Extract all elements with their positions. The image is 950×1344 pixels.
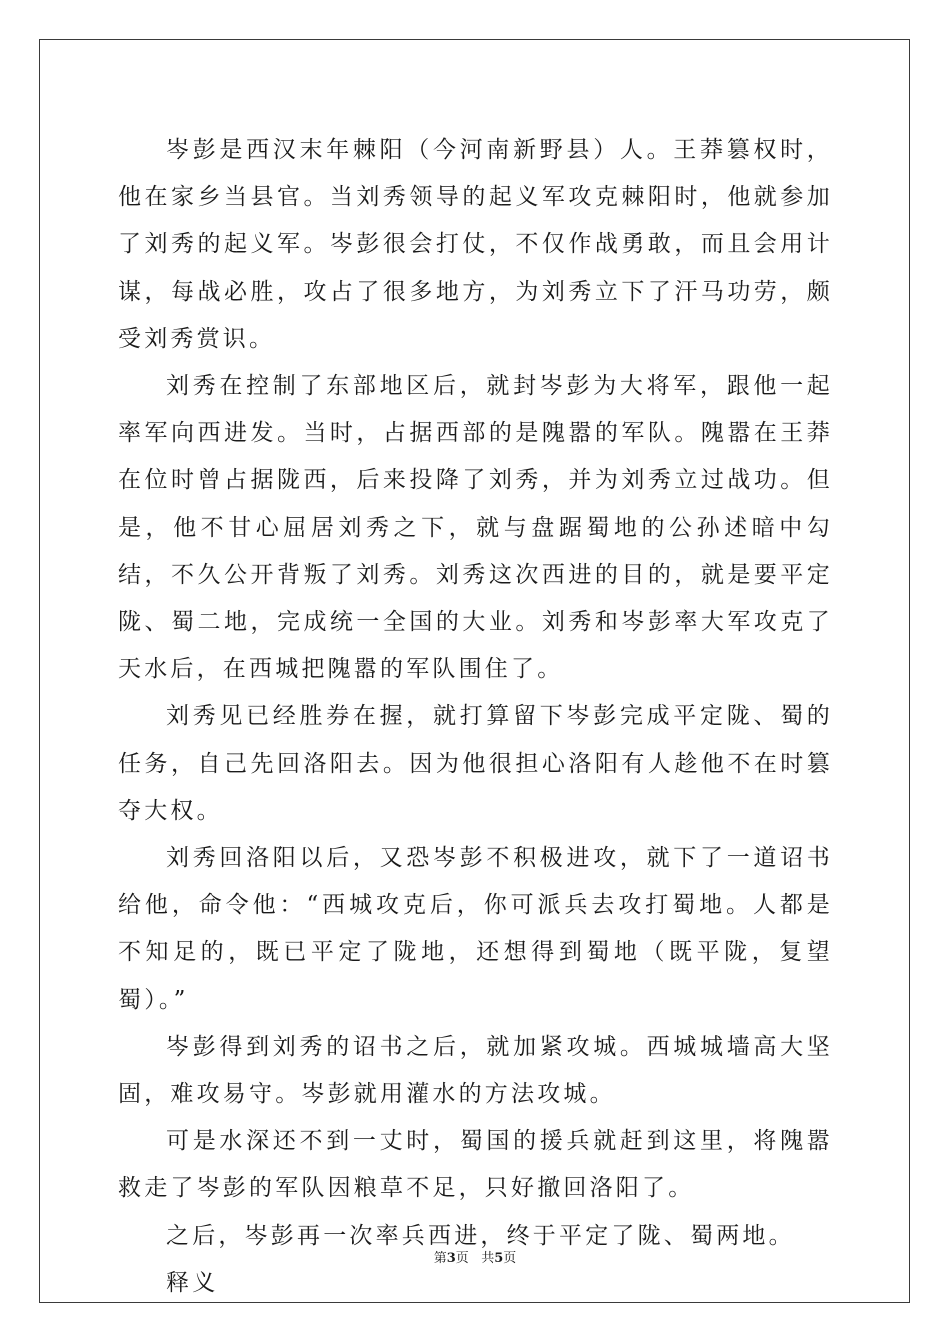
footer-total-suffix: 页 [503, 1251, 517, 1266]
section-heading-definition: 释义 [166, 1269, 219, 1296]
footer-page-prefix: 第 [433, 1251, 447, 1266]
paragraph-3: 刘秀见已经胜券在握，就打算留下岑彭完成平定陇、蜀的任务，自己先回洛阳去。因为他很担心洛阳有人趁他不在时篡夺大权。 [118, 703, 833, 824]
paragraph-7: 之后，岑彭再一次率兵西进，终于平定了陇、蜀两地。 [166, 1222, 795, 1249]
paragraph-5: 岑彭得到刘秀的诏书之后，就加紧攻城。西城城墙高大坚固，难攻易守。岑彭就用灌水的方法攻城。 [118, 1033, 833, 1108]
paragraph-6: 可是水深还不到一丈时，蜀国的援兵就赶到这里，将隗嚣救走了岑彭的军队因粮草不足，只好撤回洛阳了。 [118, 1128, 833, 1202]
document-body [118, 127, 833, 1307]
footer-page-number: 3 [446, 1251, 456, 1266]
footer-total-prefix: 共 [481, 1251, 495, 1266]
footer-page-suffix: 页 [455, 1251, 469, 1266]
paragraph-1: 岑彭是西汉末年棘阳（今河南新野县）人。王莽篡权时，他在家乡当县官。当刘秀领导的起义军攻克棘阳时，他就参加了刘秀的起义军。岑彭很会打仗，不仅作战勇敢，而且会用计谋，每战必胜，攻占了很多地方，为刘秀立下了汗马功劳，颇受刘秀赏识。 [118, 137, 833, 352]
paragraph-2: 刘秀在控制了东部地区后，就封岑彭为大将军，跟他一起率军向西进发。当时，占据西部的是隗嚣的军队。隗嚣在王莽在位时曾占据陇西，后来投降了刘秀，并为刘秀立过战功。但是，他不甘心屈居刘秀之下，就与盘踞蜀地的公孙述暗中勾结，不久公开背叛了刘秀。刘秀这次西进的目的，就是要平定陇、蜀二地，完成统一全国的大业。刘秀和岑彭率大军攻克了天水后，在西城把隗嚣的军队围住了。 [118, 373, 833, 683]
page-footer [0, 1247, 950, 1266]
paragraph-4: 刘秀回洛阳以后，又恐岑彭不积极进攻，就下了一道诏书给他，命令他：“西城攻克后，你可派兵去攻打蜀地。人都是不知足的，既已平定了陇地，还想得到蜀地（既平陇，复望蜀）。” [118, 845, 833, 1013]
footer-total-pages: 5 [494, 1251, 504, 1266]
